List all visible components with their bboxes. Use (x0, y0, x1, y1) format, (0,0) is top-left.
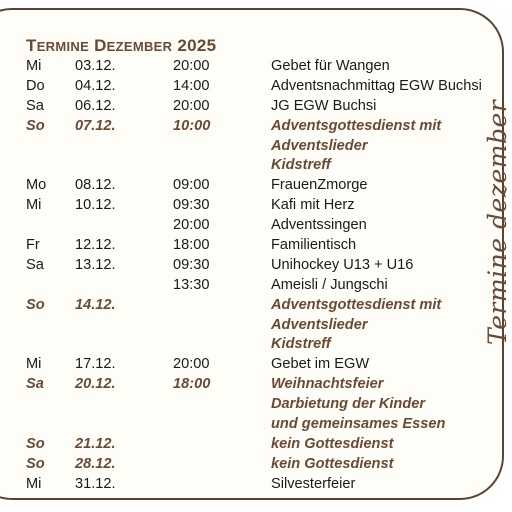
title-rest-2: EZEMBER (106, 39, 173, 54)
day-cell: Mi (26, 475, 42, 492)
date-cell: 17.12. (75, 356, 116, 373)
date-cell: 21.12. (75, 435, 116, 452)
date-cell: 10.12. (75, 197, 116, 214)
day-cell: Mo (26, 177, 47, 194)
time-cell: 18:00 (173, 237, 210, 254)
date-cell: 12.12. (75, 237, 116, 254)
title-year: 2025 (177, 36, 217, 55)
event-cell: FrauenZmorge (271, 177, 368, 194)
schedule-row (26, 216, 506, 236)
date-cell: 20.12. (75, 376, 116, 393)
schedule-row (26, 256, 506, 276)
event-cell: Adventsgottesdienst mit (271, 117, 442, 134)
schedule-row (26, 296, 506, 316)
day-cell: Mi (26, 356, 42, 373)
schedule-row (26, 375, 506, 395)
schedule-row (26, 196, 506, 216)
date-cell: 08.12. (75, 177, 116, 194)
schedule-row (26, 455, 506, 475)
schedule-row (26, 435, 506, 455)
schedule-row (26, 97, 506, 117)
event-cell: Adventssingen (271, 217, 367, 234)
event-cell: Silvesterfeier (271, 475, 356, 492)
day-cell: Sa (26, 97, 44, 114)
event-cell: Kidstreff (271, 336, 331, 353)
time-cell: 18:00 (173, 376, 211, 393)
time-cell: 09:00 (173, 177, 210, 194)
schedule-row (26, 57, 506, 77)
time-cell: 20:00 (173, 97, 210, 114)
schedule-list (26, 57, 506, 495)
date-cell: 31.12. (75, 475, 116, 492)
schedule-row (26, 117, 506, 137)
schedule-row (26, 276, 506, 296)
event-cell: kein Gottesdienst (271, 435, 394, 452)
schedule-row (26, 335, 506, 355)
time-cell: 20:00 (173, 356, 210, 373)
schedule-row (26, 137, 506, 157)
schedule-row (26, 176, 506, 196)
schedule-row (26, 395, 506, 415)
schedule-row (26, 415, 506, 435)
date-cell: 07.12. (75, 117, 116, 134)
schedule-row (26, 355, 506, 375)
event-cell: Adventslieder (271, 137, 368, 154)
event-cell: und gemeinsames Essen (271, 416, 446, 433)
time-cell: 09:30 (173, 256, 210, 273)
event-cell: Gebet im EGW (271, 356, 370, 373)
event-cell: Adventsgottesdienst mit (271, 296, 442, 313)
date-cell: 04.12. (75, 77, 116, 94)
schedule-row (26, 77, 506, 97)
time-cell: 13:30 (173, 276, 210, 293)
time-cell: 09:30 (173, 197, 210, 214)
event-cell: Ameisli / Jungschi (271, 276, 388, 293)
time-cell: 20:00 (173, 58, 210, 74)
event-cell: Kafi mit Herz (271, 197, 355, 214)
day-cell: So (26, 455, 45, 472)
event-cell: Unihockey U13 + U16 (271, 256, 414, 273)
event-cell: Gebet für Wangen (271, 58, 390, 74)
event-cell: Weihnachtsfeier (271, 376, 384, 393)
date-cell: 28.12. (75, 455, 116, 472)
day-cell: Sa (26, 376, 44, 393)
event-cell: Adventsnachmittag EGW Buchsi (271, 77, 482, 94)
title-initial-2: D (94, 36, 107, 55)
event-cell: kein Gottesdienst (271, 455, 394, 472)
title-rest-1: ERMINE (36, 39, 90, 54)
schedule-row (26, 156, 506, 176)
day-cell: So (26, 117, 45, 134)
time-cell: 10:00 (173, 117, 211, 134)
title-initial-1: T (26, 36, 37, 55)
day-cell: So (26, 435, 45, 452)
day-cell: Sa (26, 256, 44, 273)
event-cell: Kidstreff (271, 157, 331, 174)
schedule-row (26, 316, 506, 336)
time-cell: 14:00 (173, 77, 210, 94)
date-cell: 14.12. (75, 296, 116, 313)
date-cell: 03.12. (75, 58, 116, 74)
day-cell: Mi (26, 197, 42, 214)
time-cell: 20:00 (173, 217, 210, 234)
day-cell: So (26, 296, 45, 313)
schedule-row (26, 236, 506, 256)
event-cell: Adventslieder (271, 316, 368, 333)
date-cell: 06.12. (75, 97, 116, 114)
schedule-row (26, 475, 506, 495)
side-script-label: Termine dezember (483, 99, 512, 345)
event-cell: Darbietung der Kinder (271, 396, 426, 413)
day-cell: Fr (26, 237, 40, 254)
date-cell: 13.12. (75, 256, 116, 273)
day-cell: Do (26, 77, 45, 94)
page-title (26, 36, 216, 57)
event-cell: Familientisch (271, 237, 357, 254)
event-cell: JG EGW Buchsi (271, 97, 377, 114)
day-cell: Mi (26, 58, 42, 74)
